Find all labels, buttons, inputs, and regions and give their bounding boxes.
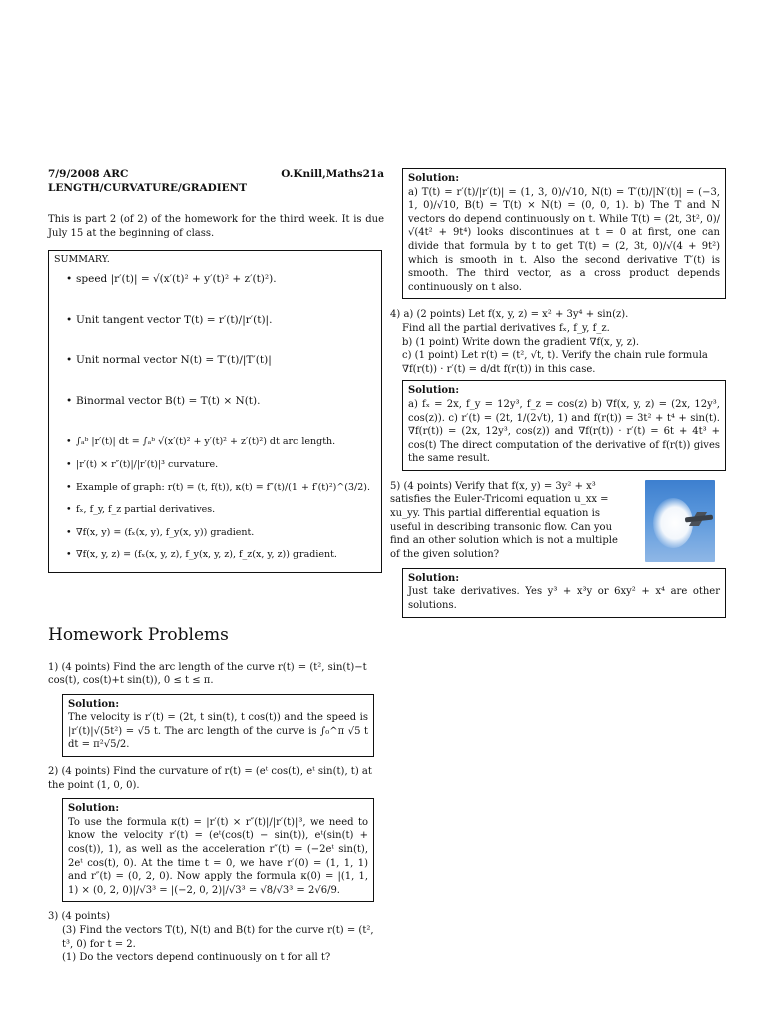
header-title: 7/9/2008 ARC LENGTH/CURVATURE/GRADIENT	[48, 168, 248, 194]
left-column	[48, 168, 384, 971]
summary-item-graph-example: • Example of graph: r(t) = (t, f(t)), κ(t) = f″(t)/(1 + f′(t)²)^(3/2).	[66, 481, 376, 495]
problem-4-part-a-task: Find all the partial derivatives fₓ, f_y, f_z.	[402, 322, 610, 334]
summary-item-speed: • speed |r′(t)| = √(x′(t)² + y′(t)² + z′(t)²).	[66, 273, 376, 287]
page-header	[48, 168, 384, 195]
vapor-cone	[653, 498, 693, 548]
problem-3-solution	[402, 168, 726, 299]
summary-item-unit-tangent: • Unit tangent vector T(t) = r′(t)/|r′(t)|.	[66, 314, 376, 328]
solution-label: Solution:	[408, 385, 460, 397]
problem-2: 2) (4 points) Find the curvature of r(t) = (eᵗ cos(t), eᵗ sin(t), t) at the point (1, 0, 0).	[48, 766, 372, 791]
problem-3-heading: 3) (4 points)	[48, 911, 110, 923]
problem-3-part-b: (1) Do the vectors depend continuously on t for all t?	[62, 952, 331, 964]
homework-title: Homework Problems	[48, 624, 229, 645]
solution-label: Solution:	[68, 698, 120, 710]
solution-text: a) T(t) = r′(t)/|r′(t)| = (1, 3, 0)/√10, N(t) = T′(t)/|N′(t)| = (−3, 1, 0)/√10, B(t) = T(t) × N(t) = (0, 0, 1). b) The T and N vectors do depend continuously on t. While T(t) = (2t, 3t², 0)/√(4t² + 9t⁴) looks discontinues at t = 0 at first, one can divide that formula by t to get T(t) = (2, 3t, 0)/√(4 + 9t²) which is smooth in t. Also the second derivative T′(t) is smooth. The third vector, as a cross product depends continuously on t also.	[408, 186, 720, 293]
summary-item-arc-length: • ∫ₐᵇ |r′(t)| dt = ∫ₐᵇ √(x′(t)² + y′(t)² + z′(t)²) dt arc length.	[66, 435, 376, 449]
solution-text: To use the formula κ(t) = |r′(t) × r″(t)|/|r′(t)|³, we need to know the velocity r′(t) = (eᵗ(cos(t) − sin(t)), eᵗ(sin(t) + cos(t)), 1), as well as the acceleration r″(t) = (−2eᵗ sin(t), 2eᵗ cos(t), 0). At the time t = 0, we have r′(0) = (1, 1, 1) and r″(t) = (0, 2, 0). Now apply the formula κ(0) = |(1, 1, 1) × (0, 2, 0)|/√3³ = |(−2, 0, 2)|/√3³ = √8/√3³ = 2√6/9.	[68, 816, 368, 896]
solution-text: a) fₓ = 2x, f_y = 12y³, f_z = cos(z) b) ∇f(x, y, z) = (2x, 12y³, cos(z)). c) r′(t) = (2t, 1/(2√t), 1) and f(r(t)) = 3t² + t⁴ + sin(t). ∇f(r(t)) = (2x, 12y³, cos(z)) and ∇f(r(t)) · r′(t) = 6t + 4t³ + cos(t) The direct computation of the derivative of f(r(t)) gives the same result.	[408, 398, 720, 465]
problem-4-solution	[402, 380, 726, 471]
header-author: O.Knill,Maths21a	[281, 168, 384, 180]
summary-box	[48, 250, 382, 573]
solution-label: Solution:	[408, 173, 460, 184]
problem-4-part-a: 4) a) (2 points) Let f(x, y, z) = x² + 3y⁴ + sin(z).	[390, 309, 629, 321]
problem-5-solution	[402, 568, 726, 618]
problem-5-text: 5) (4 points) Verify that f(x, y) = 3y² + x³ satisfies the Euler-Tricomi equation u_xx = xu_yy. This partial differential equation is useful in describing transonic flow. Can you find an other solution which is not a multiple of the given solution?	[390, 480, 618, 560]
solution-label: Solution:	[408, 572, 460, 584]
problem-3	[48, 910, 384, 964]
solution-label: Solution:	[68, 803, 120, 815]
problem-1-solution	[62, 694, 374, 757]
problem-4-part-b: b) (1 point) Write down the gradient ∇f(x, y, z).	[402, 336, 640, 348]
right-column	[390, 168, 720, 627]
problem-4	[390, 308, 715, 376]
problem-3-part-a: (3) Find the vectors T(t), N(t) and B(t) for the curve r(t) = (t², t³, 0) for t = 2.	[62, 925, 374, 950]
problem-5	[390, 480, 715, 562]
problem-2-solution	[62, 798, 374, 902]
summary-item-curvature: • |r′(t) × r″(t)|/|r′(t)|³ curvature.	[66, 458, 376, 472]
problem-4-part-c: c) (1 point) Let r(t) = (t², √t, t). Verify the chain rule formula ∇f(r(t)) · r′(t) = d/dt f(r(t)) in this case.	[402, 350, 708, 375]
problem-1: 1) (4 points) Find the arc length of the curve r(t) = (t², sin(t)−t cos(t), cos(t)+t sin(t)), 0 ≤ t ≤ π.	[48, 661, 367, 687]
supersonic-jet-photo	[645, 480, 715, 562]
summary-list	[54, 273, 376, 562]
solution-text: The velocity is r′(t) = (2t, t sin(t), t cos(t)) and the speed is |r′(t)|√(5t²) = √5 t. The arc length of the curve is ∫₀^π √5 t dt = π²√5/2.	[68, 712, 368, 751]
summary-item-partials: • fₓ, f_y, f_z partial derivatives.	[66, 503, 376, 517]
intro-paragraph: This is part 2 (of 2) of the homework for the third week. It is due July 15 at the beginning of class.	[48, 214, 384, 239]
solution-text: Just take derivatives. Yes y³ + x³y or 6xy² + x⁴ are other solutions.	[408, 586, 720, 612]
summary-item-binormal: • Binormal vector B(t) = T(t) × N(t).	[66, 395, 376, 409]
summary-title: SUMMARY.	[54, 254, 110, 266]
summary-item-gradient-2d: • ∇f(x, y) = (fₓ(x, y), f_y(x, y)) gradient.	[66, 526, 376, 540]
summary-item-unit-normal: • Unit normal vector N(t) = T′(t)/|T′(t)|	[66, 354, 376, 368]
summary-item-gradient-3d: • ∇f(x, y, z) = (fₓ(x, y, z), f_y(x, y, z), f_z(x, y, z)) gradient.	[66, 548, 376, 562]
